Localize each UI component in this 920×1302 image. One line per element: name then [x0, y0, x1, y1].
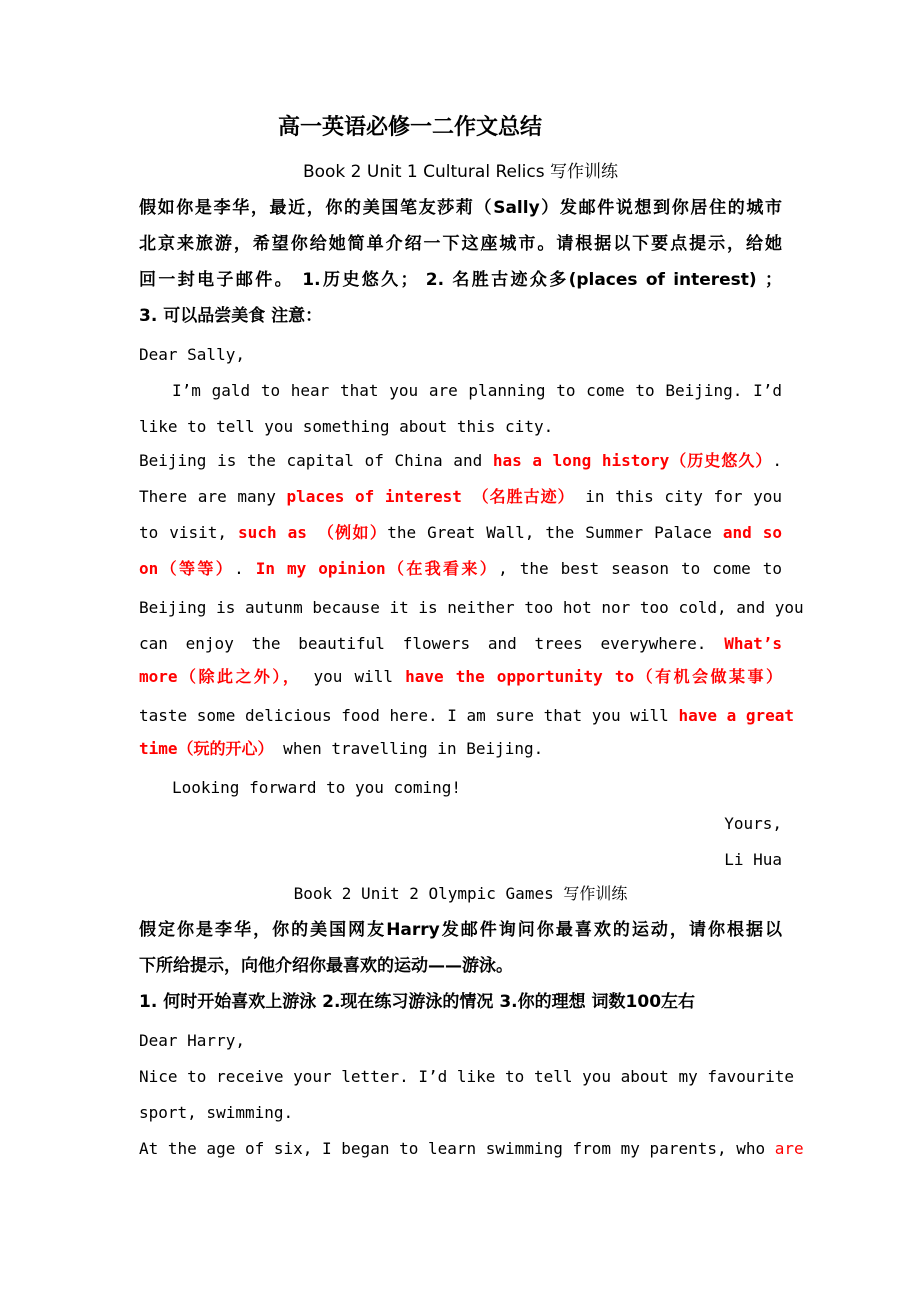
- text-run: the Great Wall, the Summer Palace: [387, 523, 723, 542]
- text-run: .: [772, 451, 782, 470]
- s1-para-line-9: [139, 667, 782, 687]
- section-1-heading: Book 2 Unit 1 Cultural Relics 写作训练: [302, 162, 619, 182]
- s2-para-line-3: [139, 1139, 804, 1159]
- text-run: , the best season to come to: [498, 559, 783, 578]
- highlight-phrase: on（等等）: [139, 559, 235, 578]
- heading-text: Book 2 Unit 2 Olympic Games 写作训练: [293, 884, 628, 903]
- text-run: when travelling in Beijing.: [273, 739, 544, 758]
- s1-para-line-7: Beijing is autunm because it is neither too hot nor too cold, and you: [139, 598, 804, 617]
- highlight-phrase: have the opportunity to（有机会做某事）: [405, 667, 782, 686]
- s1-prompt-line-4: 3. 可以品尝美食 注意：: [139, 306, 323, 326]
- highlight-phrase: In my opinion（在我看来）: [255, 559, 499, 578]
- s1-para-line-3: [139, 451, 782, 471]
- highlight-phrase: have a great: [678, 706, 795, 725]
- s1-para-line-8: [139, 634, 782, 654]
- s2-prompt-line-1: 假定你是李华，你的美国网友Harry发邮件询问你最喜欢的运动，请你根据以: [139, 920, 782, 940]
- highlight-phrase: are: [774, 1139, 804, 1158]
- highlight-phrase: What’s: [724, 634, 782, 653]
- s2-para-line-1: Nice to receive your letter. I’d like to tell you about my favourite: [139, 1067, 795, 1086]
- s1-para-line-6: [139, 559, 782, 579]
- s1-prompt-line-2: 北京来旅游，希望你给她简单介绍一下这座城市。请根据以下要点提示，给她: [139, 234, 782, 254]
- s1-para-line-1: I’m gald to hear that you are planning to come to Beijing. I’d: [172, 381, 782, 400]
- text-run: in this city for you: [574, 487, 782, 506]
- s1-para-line-11: [139, 739, 782, 759]
- highlight-phrase: places of interest （名胜古迹）: [286, 487, 575, 506]
- s1-para-line-10: [139, 706, 795, 726]
- highlight-phrase: more（除此之外），: [139, 667, 302, 686]
- s2-prompt-line-2: 下所给提示，向他介绍你最喜欢的运动——游泳。: [139, 956, 513, 976]
- highlight-phrase: has a long history（历史悠久）: [492, 451, 773, 470]
- s1-para-line-2: like to tell you something about this city.: [139, 417, 554, 436]
- s1-salutation: Dear Sally,: [139, 345, 245, 364]
- text-run: taste some delicious food here. I am sure that you will: [139, 706, 679, 725]
- s1-prompt-line-3: 回一封电子邮件。 1.历史悠久； 2. 名胜古迹众多(places of interest) ；: [139, 270, 782, 290]
- s2-prompt-line-3: 1. 何时开始喜欢上游泳 2.现在练习游泳的情况 3.你的理想 词数100左右: [139, 992, 696, 1012]
- document-title: 高一英语必修一二作文总结: [277, 115, 542, 140]
- text-run: to visit,: [139, 523, 239, 542]
- s1-closing: Looking forward to you coming!: [172, 778, 461, 797]
- s1-prompt-line-1: 假如你是李华，最近，你的美国笔友莎莉（Sally）发邮件说想到你居住的城市: [139, 198, 782, 218]
- text-run: can enjoy the beautiful flowers and trees everywhere.: [139, 634, 725, 653]
- highlight-phrase: such as （例如）: [238, 523, 388, 542]
- section-2-heading: [139, 884, 782, 904]
- highlight-phrase: time（玩的开心）: [139, 739, 274, 758]
- s1-signature: Li Hua: [724, 850, 782, 869]
- text-run: .: [234, 559, 256, 578]
- s1-para-line-5: [139, 523, 782, 543]
- s1-para-line-4: [139, 487, 782, 507]
- s2-para-line-2: sport, swimming.: [139, 1103, 294, 1122]
- s1-signoff: Yours,: [724, 814, 782, 833]
- text-run: There are many: [139, 487, 287, 506]
- text-run: you will: [301, 667, 406, 686]
- text-run: At the age of six, I began to learn swimming from my parents, who: [139, 1139, 775, 1158]
- highlight-phrase: and so: [722, 523, 783, 542]
- text-run: Beijing is the capital of China and: [139, 451, 493, 470]
- s2-salutation: Dear Harry,: [139, 1031, 245, 1050]
